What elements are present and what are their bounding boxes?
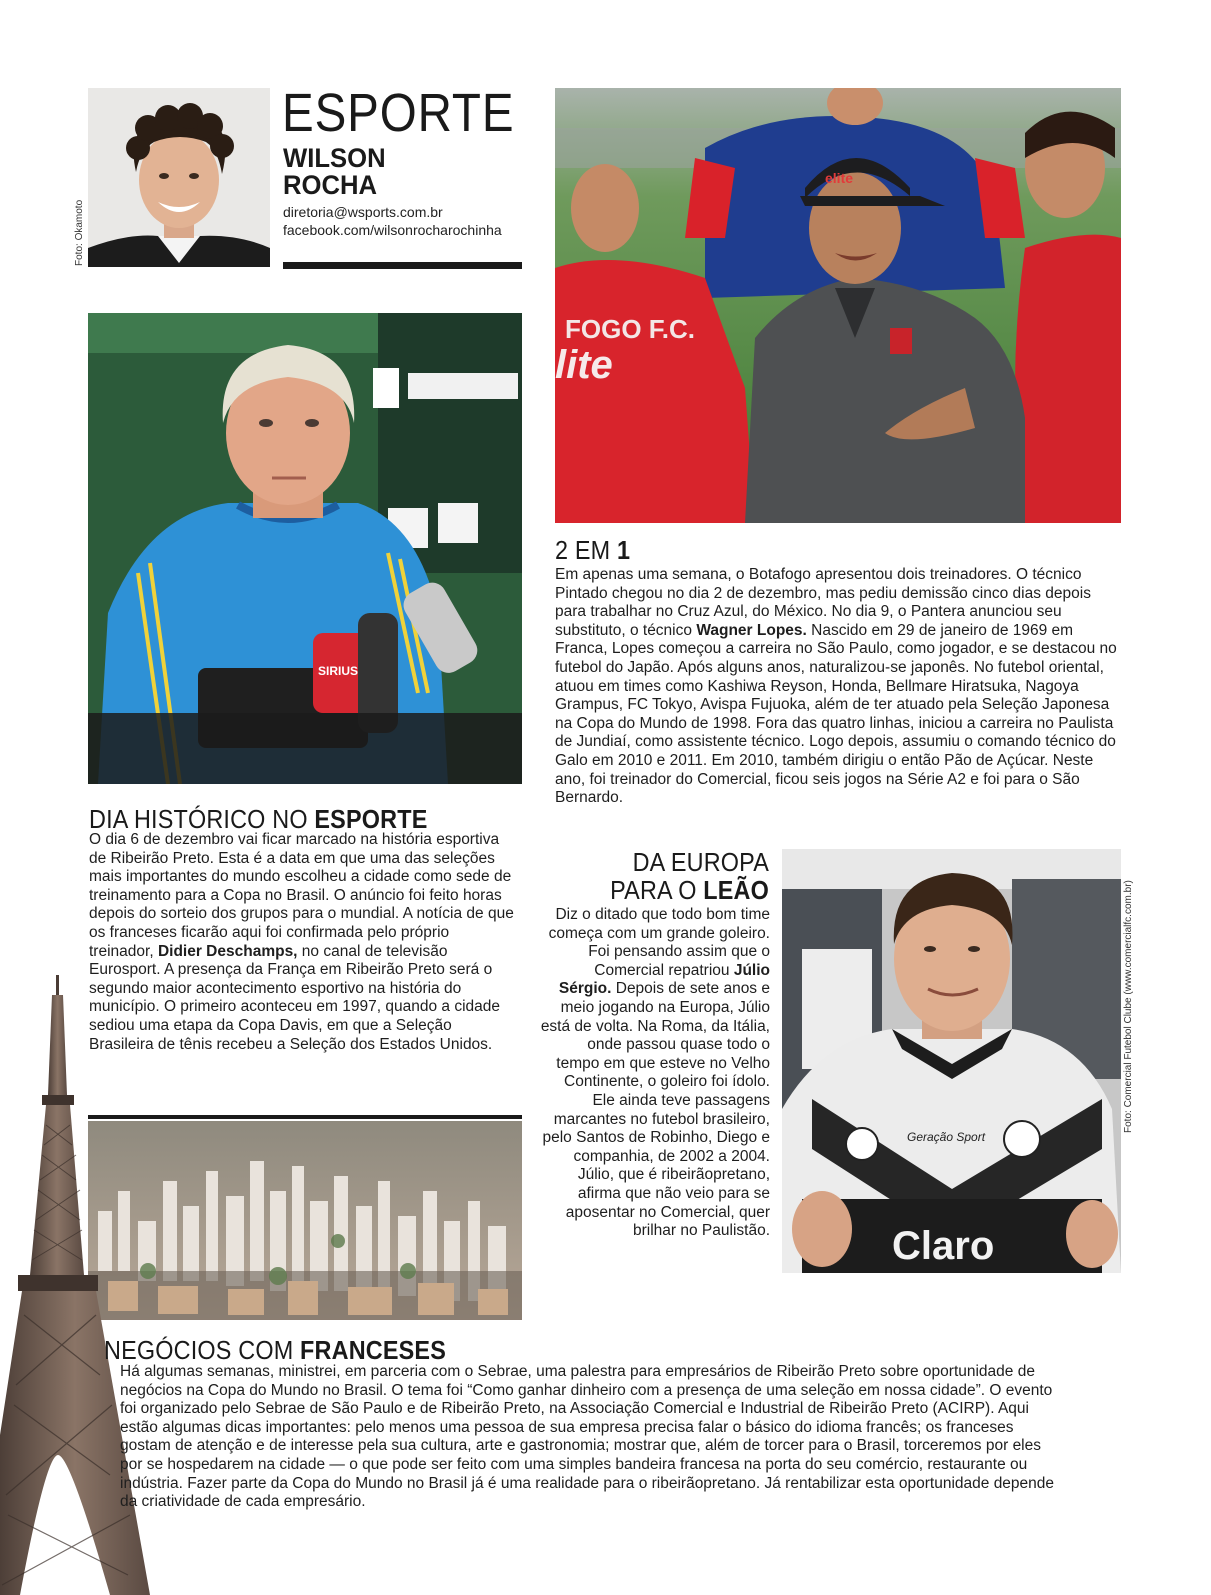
france-article-body: O dia 6 de dezembro vai ficar marcado na história esportiva de Ribeirão Preto. Esta é a data em que uma das seleções mais importantes do mundo escolheu a cidade como sede de treinamento para a Copa no Brasil. O anúncio foi feito horas depois do sorteio dos grupos para o mundial. A notícia de que os franceses ficarão aqui foi confirmada pelo próprio treinador, Didier Deschamps, no canal de televisão Eurosport. A presença da França em Ribeirão Preto será o segundo maior acontecimento esportivo na história do município. O primeiro aconteceu em 1997, quando a cidade sediou uma etapa da Copa Davis, em que a Seleção Brasileira de tênis recebeu a Seleção dos Estados Unidos. — [89, 831, 514, 1053]
header-divider — [283, 262, 522, 269]
goalkeeper-photo-credit: Foto: Comercial Futebol Clube (www.comercialfc.com.br) — [1123, 880, 1134, 1133]
goalkeeper-article-heading: DA EUROPA PARA O LEÃO — [610, 847, 769, 905]
coach-article-body: Em apenas uma semana, o Botafogo apresentou dois treinadores. O técnico Pintado chegou no dia 2 de dezembro, mas pediu demissão cinco dias depois para trabalhar no Cruz Azul, do México. No dia 9, o Pantera anunciou seu substituto, o técnico Wagner Lopes. Nascido em 29 de janeiro de 1969 em Franca, Lopes começou a carreira no São Paulo, como jogador, e se destacou no futebol do Japão. Após alguns anos, naturalizou-se japonês. No futebol oriental, atuou em times como Kashiwa Reyson, Honda, Bellmare Hiratsuka, Nagoya Grampus, FC Tokyo, Avispa Fujuoka, além de ter atuado pela Seleção Japonesa na Copa do Mundo de 1998. Fora das quatro linhas, iniciou a carreira no Paulista de Jundiaí, como assistente técnico. Logo depois, assumiu o comando técnico do Galo em 2010 e 2011. Em 2010, também dirigiu o então Pão de Açúcar. Neste ano, foi treinador do Comercial, ficou seis jogos na Série A2 e foi para o São Bernardo. — [555, 566, 1117, 807]
business-article-body: Há algumas semanas, ministrei, em parceria com o Sebrae, uma palestra para empresários de Ribeirão Preto sobre oportunidade de negócios na Copa do Mundo no Brasil. O tema foi “Como ganhar dinheiro com a presença de uma seleção em nossa cidade”. O evento foi organizado pelo Sebrae de São Paulo e de Ribeirão Preto, na Associação Comercial e Industrial de Ribeirão Preto (ACIRP). Aqui estão algumas dicas importantes: pelo menos uma pessoa de sua empresa precisa falar o básico do idioma francês; os franceses gostam de atenção e de interesse pela sua cultura, arte e gastronomia; mostrar que, além de torcer para o Brasil, torceremos por eles por se hospedarem na cidade — o que pode ser feito com uma simples bandeira francesa na porta do seu comércio, restaurante ou indústria. Fazer parte da Copa do Mundo no Brasil já é uma realidade para o ribeirãopretano. Já rentabilizar esta oportunidade depende da criatividade de cada empresário. — [120, 1363, 1055, 1511]
portrait-credit: Foto: Okamoto — [74, 199, 85, 266]
kit-sponsor-text: Geração Sport — [907, 1130, 986, 1144]
coach-article-heading: 2 EM 1 — [555, 535, 631, 565]
section-title: ESPORTE — [282, 83, 515, 143]
author-name: WILSON ROCHA — [283, 143, 386, 200]
coach-training-photo — [555, 88, 1121, 523]
business-article-heading: NEGÓCIOS COM FRANCESES — [104, 1335, 446, 1365]
cap-brand-text: elite — [825, 170, 854, 186]
france-article-heading: DIA HISTÓRICO NO ESPORTE — [89, 804, 428, 834]
chest-sponsor-text: Claro — [892, 1224, 995, 1268]
author-portrait — [88, 88, 270, 267]
shirt-sponsor-text: lite — [555, 343, 613, 387]
author-social[interactable]: facebook.com/wilsonrocharochinha — [283, 222, 502, 238]
mic-label-text: SIRIUS — [318, 664, 359, 678]
press-conference-photo — [88, 313, 522, 784]
club-shirt-text: FOGO F.C. — [565, 314, 695, 344]
author-email[interactable]: diretoria@wsports.com.br — [283, 204, 443, 220]
goalkeeper-article-body: Diz o ditado que todo bom time começa com um grande goleiro. Foi pensando assim que o Comercial repatriou Júlio Sérgio. Depois de sete anos e meio jogando na Europa, Júlio está de volta. Na Roma, da Itália, onde passou quase todo o tempo em que esteve no Velho Continente, o goleiro foi ídolo. Ele ainda teve passagens marcantes no futebol brasileiro, pelo Santos de Robinho, Diego e companhia, de 2002 a 2004. Júlio, que é ribeirãopretano, afirma que não veio para se aposentar no Comercial, quer brilhar no Paulistão. — [540, 906, 770, 1240]
author-contact — [283, 203, 502, 239]
goalkeeper-photo — [782, 849, 1121, 1273]
